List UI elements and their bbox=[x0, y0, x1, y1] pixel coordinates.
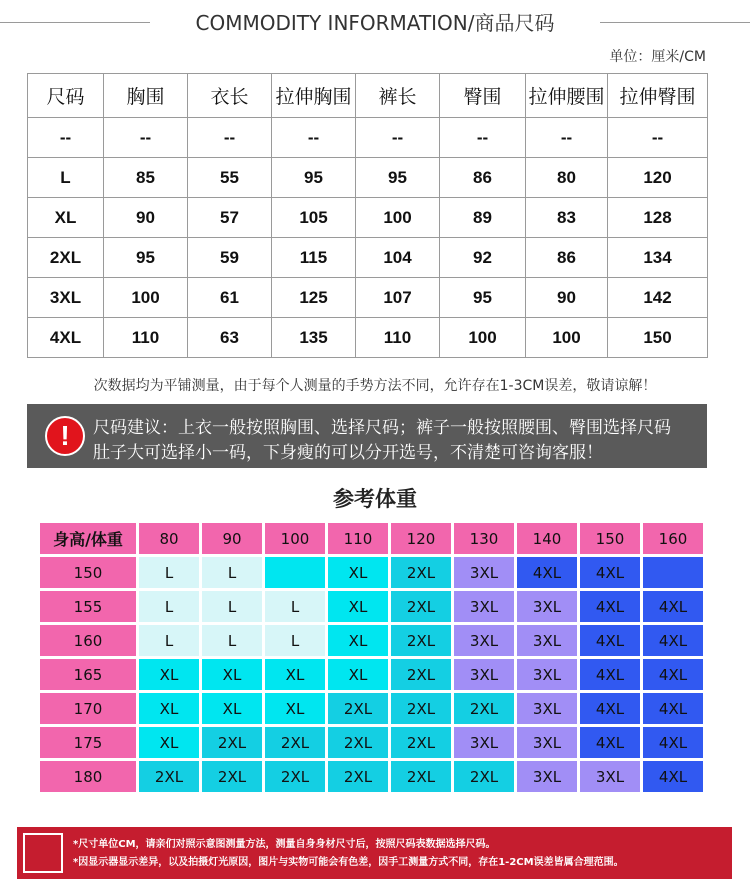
table-cell: 85 bbox=[104, 158, 188, 198]
unit-label: 单位：厘米/CM bbox=[609, 49, 706, 65]
table-cell: 100 bbox=[440, 318, 526, 358]
size-cell: 2XL bbox=[391, 557, 451, 588]
table-cell: 95 bbox=[440, 278, 526, 318]
height-header: 170 bbox=[40, 693, 136, 724]
size-cell: 4XL bbox=[643, 591, 703, 622]
size-cell: 3XL bbox=[517, 693, 577, 724]
table-row bbox=[28, 118, 708, 158]
size-cell bbox=[643, 557, 703, 588]
table-cell: 86 bbox=[440, 158, 526, 198]
measurement-note: 次数据均为平铺测量，由于每个人测量的手势方法不同，允许存在1-3CM误差，敬请谅解！ bbox=[93, 378, 657, 394]
table-cell: 90 bbox=[104, 198, 188, 238]
size-cell: 4XL bbox=[643, 727, 703, 758]
table-cell: 110 bbox=[356, 318, 440, 358]
size-cell: L bbox=[265, 625, 325, 656]
size-cell: 3XL bbox=[517, 625, 577, 656]
table-cell: 89 bbox=[440, 198, 526, 238]
size-cell: 2XL bbox=[454, 693, 514, 724]
table-cell: 4XL bbox=[28, 318, 104, 358]
table-cell: -- bbox=[356, 118, 440, 158]
column-header: 拉伸腰围 bbox=[526, 74, 608, 118]
table-cell: 115 bbox=[272, 238, 356, 278]
table-cell: 100 bbox=[356, 198, 440, 238]
size-cell: 4XL bbox=[643, 761, 703, 792]
table-cell: 128 bbox=[608, 198, 708, 238]
height-header: 180 bbox=[40, 761, 136, 792]
size-cell: 2XL bbox=[391, 659, 451, 690]
table-cell: 95 bbox=[356, 158, 440, 198]
footer-line-1: *尺寸单位CM，请亲们对照示意图测量方法，测量自身身材尺寸后，按照尺码表数据选择尺码。 bbox=[73, 839, 496, 850]
table-cell: 100 bbox=[104, 278, 188, 318]
column-header: 拉伸胸围 bbox=[272, 74, 356, 118]
size-cell: XL bbox=[265, 659, 325, 690]
size-cell: 3XL bbox=[454, 557, 514, 588]
weight-row bbox=[40, 693, 703, 724]
table-cell: 80 bbox=[526, 158, 608, 198]
size-cell: 2XL bbox=[328, 761, 388, 792]
size-cell: 3XL bbox=[517, 727, 577, 758]
column-header: 胸围 bbox=[104, 74, 188, 118]
weight-header: 150 bbox=[580, 523, 640, 554]
size-cell: XL bbox=[202, 693, 262, 724]
size-cell: 4XL bbox=[580, 659, 640, 690]
size-cell: 3XL bbox=[454, 625, 514, 656]
size-cell: L bbox=[139, 591, 199, 622]
weight-header: 90 bbox=[202, 523, 262, 554]
size-cell: XL bbox=[328, 557, 388, 588]
size-cell: 2XL bbox=[391, 693, 451, 724]
table-cell: 61 bbox=[188, 278, 272, 318]
advice-line-2: 肚子大可选择小一码，下身瘦的可以分开选号，不清楚可咨询客服！ bbox=[93, 443, 603, 463]
size-cell: 2XL bbox=[328, 693, 388, 724]
size-cell: L bbox=[265, 591, 325, 622]
weight-header: 130 bbox=[454, 523, 514, 554]
table-cell: 142 bbox=[608, 278, 708, 318]
column-header: 尺码 bbox=[28, 74, 104, 118]
table-cell: 100 bbox=[526, 318, 608, 358]
table-cell: 92 bbox=[440, 238, 526, 278]
size-cell: 3XL bbox=[454, 727, 514, 758]
table-row bbox=[28, 278, 708, 318]
height-header: 175 bbox=[40, 727, 136, 758]
size-cell: 2XL bbox=[391, 591, 451, 622]
size-cell bbox=[265, 557, 325, 588]
size-advice-box bbox=[27, 404, 707, 468]
table-row bbox=[28, 318, 708, 358]
size-cell: 4XL bbox=[580, 625, 640, 656]
table-cell: 63 bbox=[188, 318, 272, 358]
weight-row bbox=[40, 761, 703, 792]
table-cell: 125 bbox=[272, 278, 356, 318]
table-row bbox=[28, 198, 708, 238]
column-header: 臀围 bbox=[440, 74, 526, 118]
table-cell: 120 bbox=[608, 158, 708, 198]
size-cell: L bbox=[139, 625, 199, 656]
weight-table-title: 参考体重 bbox=[333, 487, 417, 511]
height-header: 155 bbox=[40, 591, 136, 622]
corner-header: 身高/体重 bbox=[40, 523, 136, 554]
size-cell: 2XL bbox=[202, 727, 262, 758]
size-cell: XL bbox=[328, 659, 388, 690]
weight-header: 80 bbox=[139, 523, 199, 554]
table-cell: -- bbox=[272, 118, 356, 158]
weight-row bbox=[40, 591, 703, 622]
table-cell: 59 bbox=[188, 238, 272, 278]
size-table bbox=[27, 73, 708, 358]
table-row bbox=[28, 238, 708, 278]
size-table-header bbox=[28, 74, 708, 118]
table-cell: -- bbox=[28, 118, 104, 158]
size-cell: 2XL bbox=[265, 727, 325, 758]
size-cell: 2XL bbox=[265, 761, 325, 792]
size-cell: 4XL bbox=[580, 591, 640, 622]
height-header: 150 bbox=[40, 557, 136, 588]
table-cell: -- bbox=[526, 118, 608, 158]
size-cell: 4XL bbox=[643, 659, 703, 690]
weight-header: 120 bbox=[391, 523, 451, 554]
header-rule-right bbox=[600, 22, 750, 23]
weight-row bbox=[40, 727, 703, 758]
size-cell: 3XL bbox=[580, 761, 640, 792]
size-cell: 4XL bbox=[643, 693, 703, 724]
header-rule-left bbox=[0, 22, 150, 23]
table-cell: 107 bbox=[356, 278, 440, 318]
size-cell: 2XL bbox=[202, 761, 262, 792]
table-cell: -- bbox=[188, 118, 272, 158]
size-cell: 3XL bbox=[454, 659, 514, 690]
size-cell: 2XL bbox=[391, 625, 451, 656]
weight-row bbox=[40, 557, 703, 588]
weight-header: 100 bbox=[265, 523, 325, 554]
table-cell: XL bbox=[28, 198, 104, 238]
size-cell: 4XL bbox=[580, 693, 640, 724]
size-cell: XL bbox=[139, 727, 199, 758]
size-cell: 3XL bbox=[517, 591, 577, 622]
size-cell: 2XL bbox=[391, 727, 451, 758]
size-cell: 4XL bbox=[517, 557, 577, 588]
table-cell: 83 bbox=[526, 198, 608, 238]
size-cell: 2XL bbox=[391, 761, 451, 792]
size-cell: L bbox=[202, 625, 262, 656]
size-cell: 3XL bbox=[454, 591, 514, 622]
table-cell: 105 bbox=[272, 198, 356, 238]
weight-header: 160 bbox=[643, 523, 703, 554]
size-cell: XL bbox=[265, 693, 325, 724]
exclamation-icon: ! bbox=[45, 416, 85, 456]
size-cell: 2XL bbox=[454, 761, 514, 792]
table-cell: 95 bbox=[104, 238, 188, 278]
table-cell: 134 bbox=[608, 238, 708, 278]
table-cell: 110 bbox=[104, 318, 188, 358]
footer-line-2: *因显示器显示差异，以及拍摄灯光原因，图片与实物可能会有色差，因手工测量方式不同，存在1-2CM误差皆属合理范围。 bbox=[73, 857, 624, 868]
size-cell: 2XL bbox=[139, 761, 199, 792]
table-cell: -- bbox=[440, 118, 526, 158]
size-cell: XL bbox=[202, 659, 262, 690]
size-cell: XL bbox=[139, 659, 199, 690]
table-cell: 2XL bbox=[28, 238, 104, 278]
size-cell: 4XL bbox=[580, 727, 640, 758]
table-cell: -- bbox=[104, 118, 188, 158]
table-cell: 57 bbox=[188, 198, 272, 238]
size-cell: 2XL bbox=[328, 727, 388, 758]
size-cell: XL bbox=[139, 693, 199, 724]
size-cell: XL bbox=[328, 591, 388, 622]
notice-square-icon bbox=[23, 833, 63, 873]
column-header: 裤长 bbox=[356, 74, 440, 118]
column-header: 拉伸臀围 bbox=[608, 74, 708, 118]
size-cell: L bbox=[202, 557, 262, 588]
table-cell: L bbox=[28, 158, 104, 198]
table-cell: 95 bbox=[272, 158, 356, 198]
table-cell: 150 bbox=[608, 318, 708, 358]
advice-line-1: 尺码建议：上衣一般按照胸围、选择尺码；裤子一般按照腰围、臀围选择尺码 bbox=[93, 418, 671, 438]
table-cell: 104 bbox=[356, 238, 440, 278]
column-header: 衣长 bbox=[188, 74, 272, 118]
size-cell: 3XL bbox=[517, 659, 577, 690]
table-cell: 3XL bbox=[28, 278, 104, 318]
footer-notice bbox=[17, 827, 732, 879]
weight-row bbox=[40, 625, 703, 656]
table-cell: 86 bbox=[526, 238, 608, 278]
weight-row bbox=[40, 659, 703, 690]
height-header: 160 bbox=[40, 625, 136, 656]
size-cell: 4XL bbox=[643, 625, 703, 656]
table-cell: 55 bbox=[188, 158, 272, 198]
table-row bbox=[28, 158, 708, 198]
size-cell: L bbox=[202, 591, 262, 622]
size-cell: 4XL bbox=[580, 557, 640, 588]
weight-header-row bbox=[40, 523, 703, 554]
table-cell: -- bbox=[608, 118, 708, 158]
weight-header: 140 bbox=[517, 523, 577, 554]
weight-header: 110 bbox=[328, 523, 388, 554]
height-header: 165 bbox=[40, 659, 136, 690]
weight-reference-table bbox=[37, 520, 706, 795]
table-cell: 90 bbox=[526, 278, 608, 318]
size-cell: 3XL bbox=[517, 761, 577, 792]
size-cell: L bbox=[139, 557, 199, 588]
table-cell: 135 bbox=[272, 318, 356, 358]
size-cell: XL bbox=[328, 625, 388, 656]
page-title: COMMODITY INFORMATION/商品尺码 bbox=[195, 11, 555, 35]
